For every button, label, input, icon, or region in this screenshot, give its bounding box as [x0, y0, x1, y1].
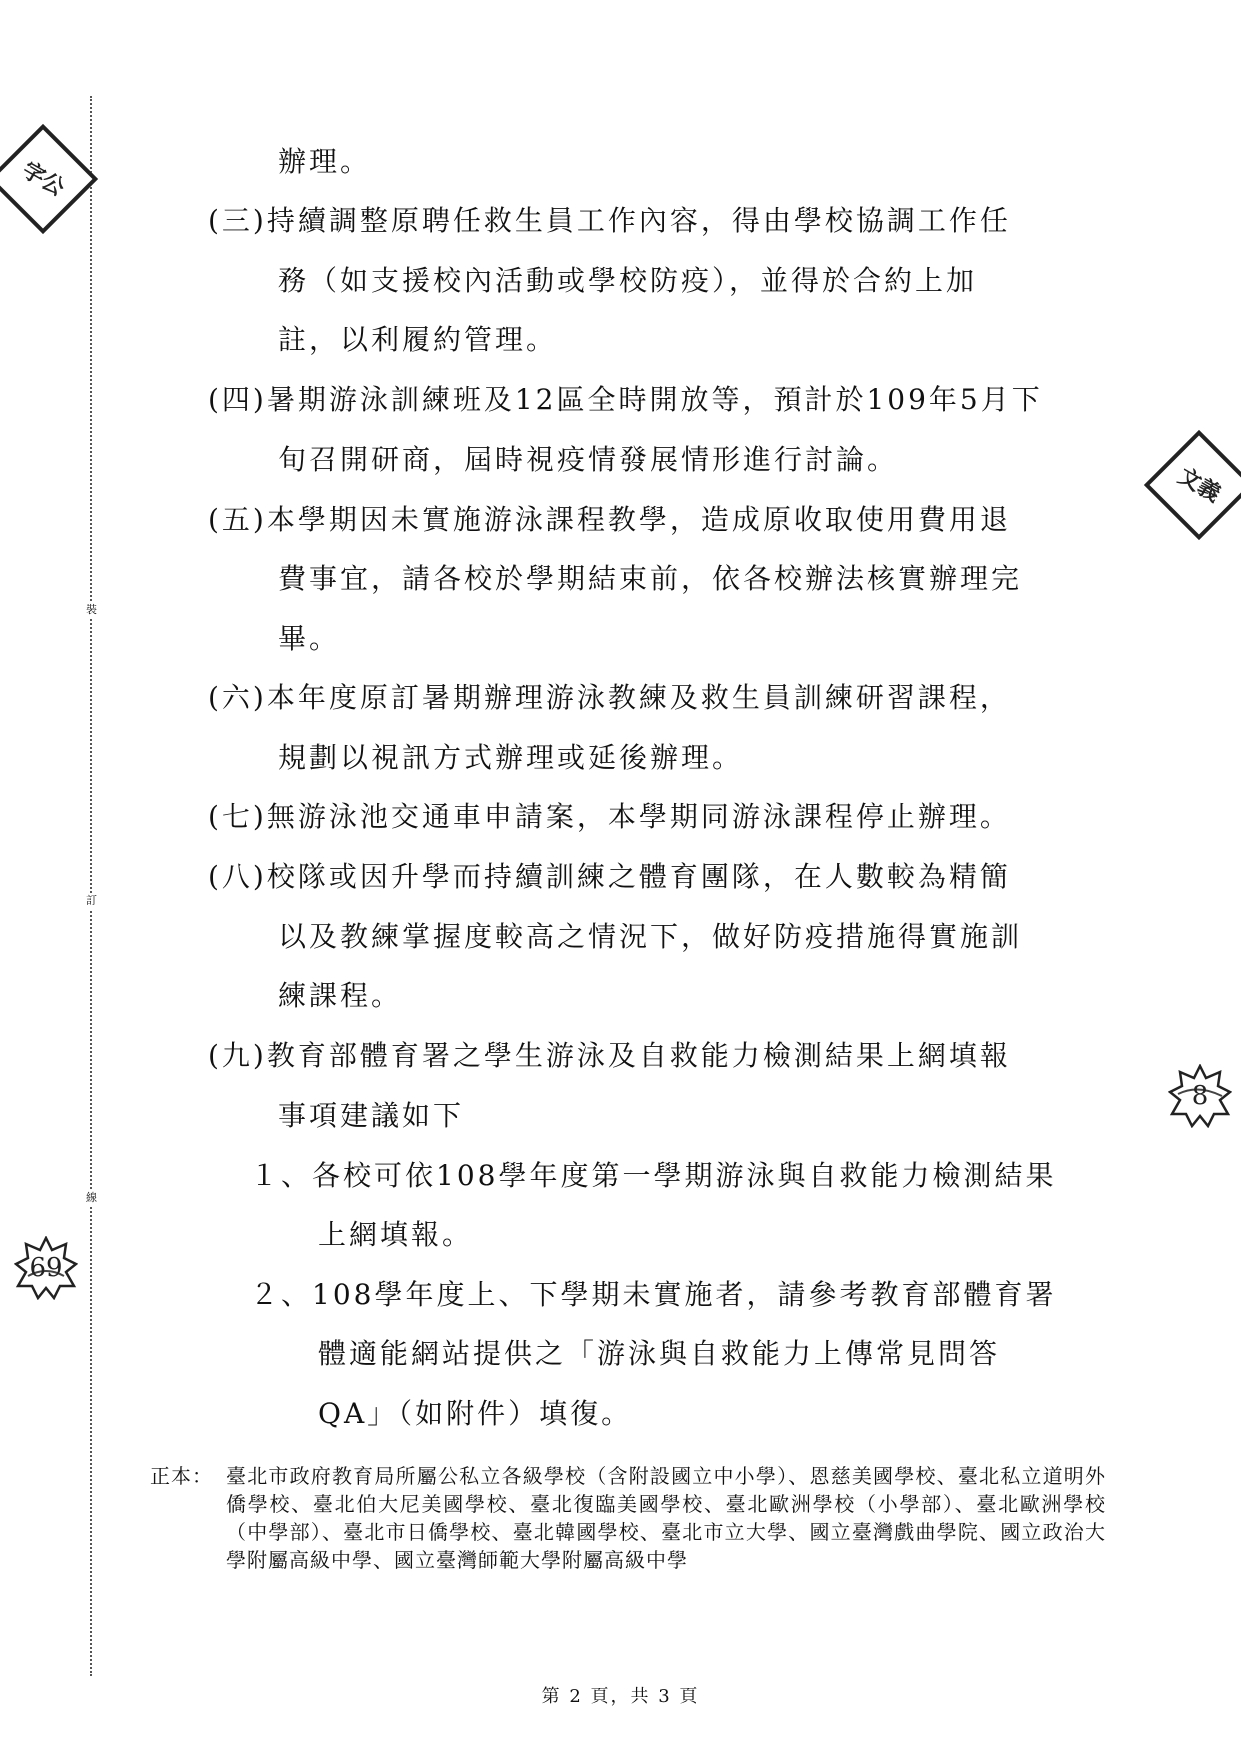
- item-nine: (九)教育部體育署之學生游泳及自救能力檢測結果上網填報: [208, 1039, 1011, 1072]
- item-three: (三)持續調整原聘任救生員工作內容，得由學校協調工作任: [208, 204, 1011, 237]
- text-line: 規劃以視訊方式辦理或延後辦理。: [278, 741, 744, 774]
- text-line: 練課程。: [278, 979, 403, 1012]
- binding-label-xian: 線: [86, 1191, 97, 1204]
- text-line: 旬召開研商，屆時視疫情發展情形進行討論。: [278, 443, 899, 476]
- text-line: 務（如支援校內活動或學校防疫），並得於合約上加: [278, 264, 978, 297]
- text-line: 費事宜，請各校於學期結束前，依各校辦法核實辦理完: [278, 562, 1023, 595]
- binding-label-zhuang: 裝: [86, 603, 97, 616]
- text-line: 畢。: [278, 622, 341, 655]
- page-footer: 第 2 頁，共 3 頁: [541, 1686, 700, 1707]
- binding-dotted-line: [90, 96, 92, 1676]
- recipients-label: 正本：: [150, 1464, 213, 1488]
- page-seal-right: [1168, 1064, 1232, 1128]
- item-four: (四)暑期游泳訓練班及12區全時開放等，預計於109年5月下: [208, 383, 1043, 416]
- item-eight: (八)校隊或因升學而持續訓練之體育團隊，在人數較為精簡: [208, 860, 1011, 893]
- item-five: (五)本學期因未實施游泳課程教學，造成原收取使用費用退: [208, 503, 1011, 536]
- item-seven: (七)無游泳池交通車申請案，本學期同游泳課程停止辦理。: [208, 800, 1011, 833]
- subitem-one: １、各校可依108學年度第一學期游泳與自救能力檢測結果: [250, 1159, 1057, 1192]
- item-six: (六)本年度原訂暑期辦理游泳教練及救生員訓練研習課程，: [208, 681, 1011, 714]
- text-line: 以及教練掌握度較高之情況下，做好防疫措施得實施訓: [278, 920, 1023, 953]
- seal-stamp-right: 文義: [1144, 430, 1241, 540]
- text-line: 註，以利履約管理。: [278, 323, 558, 356]
- text-line: QA」（如附件）填復。: [318, 1397, 633, 1430]
- seal-stamp-top-left: 字公: [0, 124, 98, 234]
- page-seal-left-number: 69: [29, 1253, 63, 1283]
- page-seal-right-number: 8: [1191, 1081, 1209, 1111]
- subitem-two: ２、108學年度上、下學期未實施者，請參考教育部體育署: [250, 1278, 1057, 1311]
- page-seal-left: [14, 1236, 78, 1300]
- recipients-list: 臺北市政府教育局所屬公私立各級學校（含附設國立中小學）、恩慈美國學校、臺北私立道明外僑學校、臺北伯大尼美國學校、臺北復臨美國學校、臺北歐洲學校（小學部）、臺北歐洲學校（中學部）、臺北市日僑學校、臺北韓國學校、臺北市立大學、國立臺灣戲曲學院、國立政治大學附屬高級中學、國立臺灣師範大學附屬高級中學: [226, 1464, 1106, 1572]
- text-line: 事項建議如下: [278, 1099, 465, 1132]
- text-line: 辦理。: [278, 145, 372, 178]
- binding-label-ding: 訂: [86, 894, 97, 907]
- text-line: 上網填報。: [318, 1218, 474, 1251]
- text-line: 體適能網站提供之「游泳與自救能力上傳常見問答: [318, 1337, 1001, 1370]
